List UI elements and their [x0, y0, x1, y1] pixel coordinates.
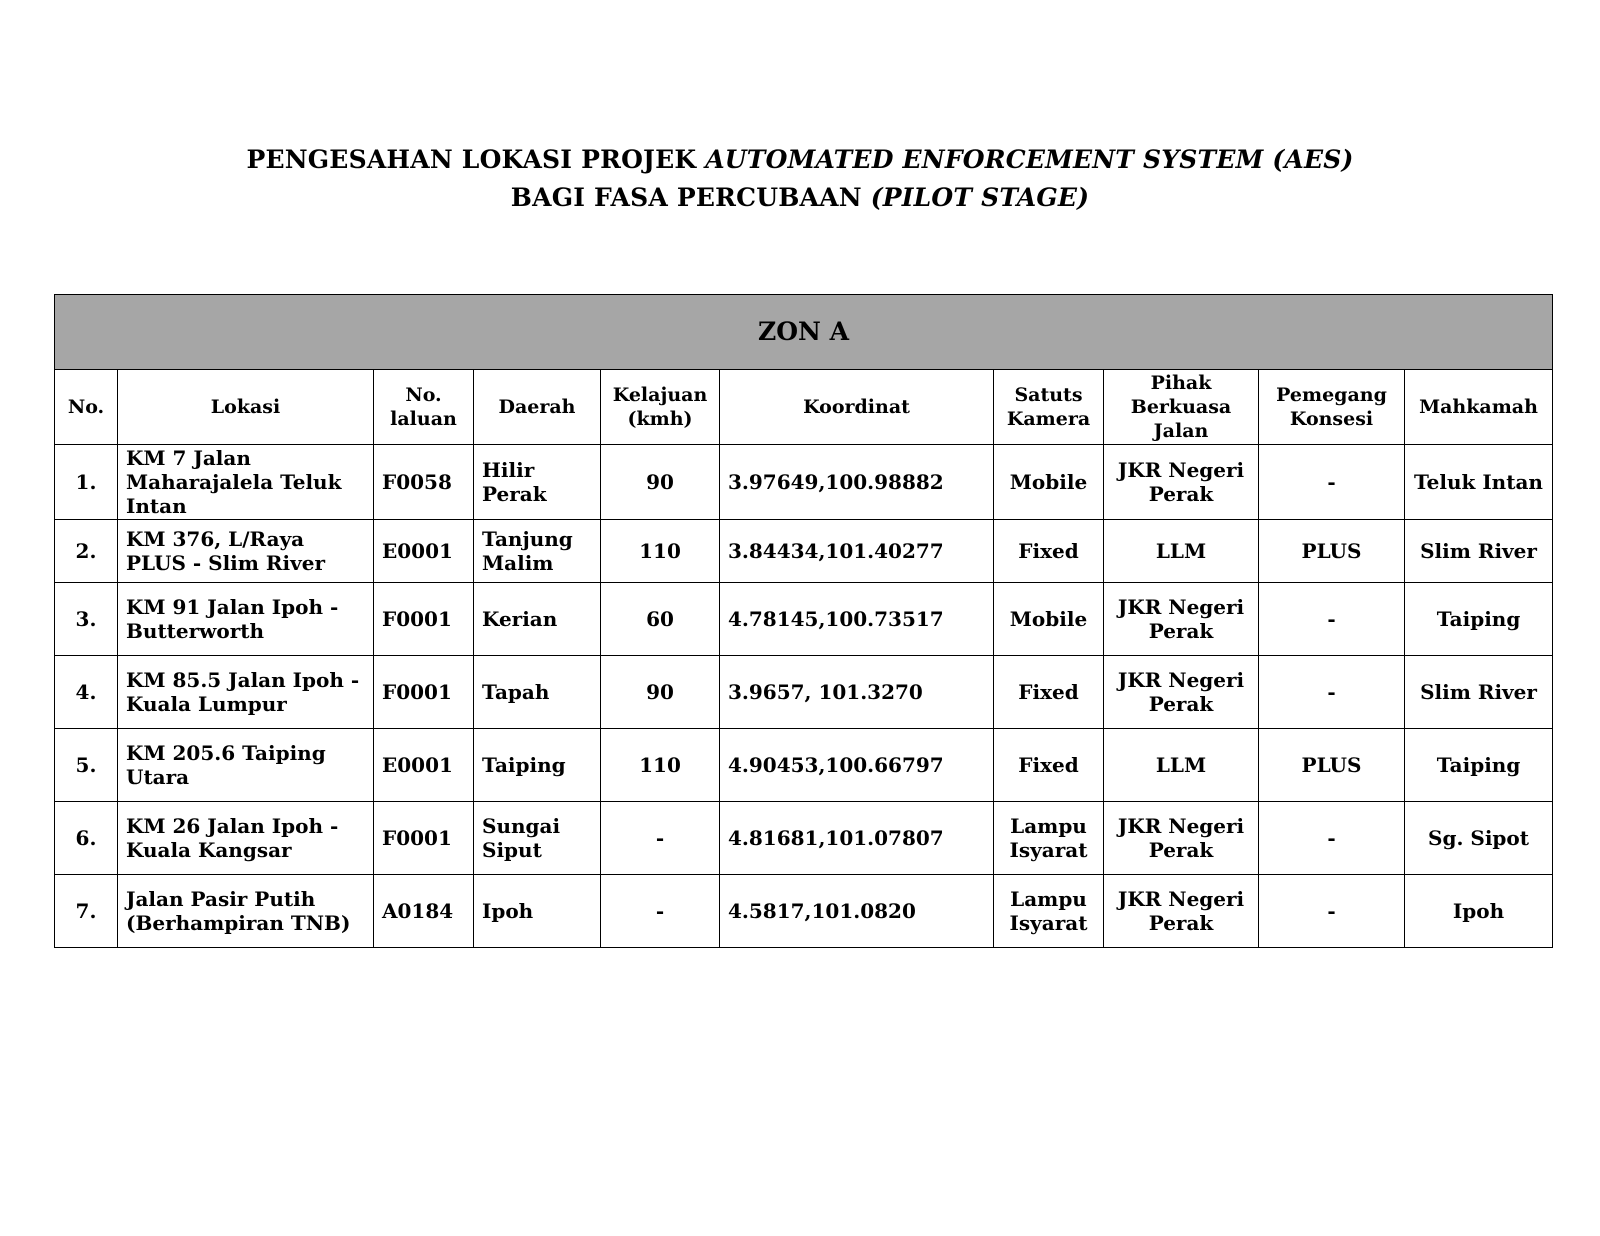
cell-pihak: LLM [1104, 729, 1259, 802]
header-lokasi: Lokasi [118, 370, 374, 445]
header-pemegang-konsesi: Pemegang Konsesi [1259, 370, 1405, 445]
table-row [55, 656, 1553, 729]
header-no-laluan: No. laluan [374, 370, 474, 445]
cell-kamera: Lampu Isyarat [994, 875, 1104, 948]
cell-daerah: Hilir Perak [474, 445, 601, 520]
cell-kelajuan: - [601, 875, 720, 948]
cell-no: 3. [55, 583, 118, 656]
cell-kelajuan: 60 [601, 583, 720, 656]
cell-konsesi: - [1259, 656, 1405, 729]
table-row [55, 802, 1553, 875]
cell-mahkamah: Slim River [1405, 656, 1553, 729]
cell-no: 6. [55, 802, 118, 875]
cell-kelajuan: 90 [601, 445, 720, 520]
zone-a-table [54, 294, 1553, 948]
cell-lokasi: KM 7 Jalan Maharajalela Teluk Intan [118, 445, 374, 520]
cell-lokasi: KM 85.5 Jalan Ipoh - Kuala Lumpur [118, 656, 374, 729]
cell-pihak: JKR Negeri Perak [1104, 875, 1259, 948]
cell-koordinat: 3.9657, 101.3270 [720, 656, 994, 729]
cell-kamera: Fixed [994, 729, 1104, 802]
cell-no: 1. [55, 445, 118, 520]
cell-mahkamah: Taiping [1405, 583, 1553, 656]
title-line-2-text: BAGI FASA PERCUBAAN [510, 183, 871, 212]
column-header-row [55, 370, 1553, 445]
cell-kamera: Fixed [994, 520, 1104, 583]
cell-kelajuan: 90 [601, 656, 720, 729]
cell-pihak: JKR Negeri Perak [1104, 802, 1259, 875]
cell-laluan: F0001 [374, 802, 474, 875]
cell-konsesi: PLUS [1259, 520, 1405, 583]
cell-pihak: JKR Negeri Perak [1104, 583, 1259, 656]
title-line-1-text: PENGESAHAN LOKASI PROJEK [246, 145, 706, 174]
cell-kamera: Mobile [994, 445, 1104, 520]
cell-koordinat: 4.5817,101.0820 [720, 875, 994, 948]
cell-koordinat: 4.78145,100.73517 [720, 583, 994, 656]
table-row [55, 445, 1553, 520]
cell-daerah: Kerian [474, 583, 601, 656]
cell-daerah: Tanjung Malim [474, 520, 601, 583]
cell-kelajuan: - [601, 802, 720, 875]
cell-daerah: Ipoh [474, 875, 601, 948]
cell-konsesi: - [1259, 583, 1405, 656]
cell-koordinat: 4.90453,100.66797 [720, 729, 994, 802]
cell-pihak: JKR Negeri Perak [1104, 445, 1259, 520]
cell-mahkamah: Teluk Intan [1405, 445, 1553, 520]
cell-konsesi: - [1259, 802, 1405, 875]
title-line-2-italic: (PILOT STAGE) [870, 183, 1090, 212]
cell-daerah: Tapah [474, 656, 601, 729]
cell-konsesi: - [1259, 445, 1405, 520]
cell-koordinat: 3.84434,101.40277 [720, 520, 994, 583]
table-row [55, 520, 1553, 583]
table-row [55, 875, 1553, 948]
header-kelajuan: Kelajuan (kmh) [601, 370, 720, 445]
header-mahkamah: Mahkamah [1405, 370, 1553, 445]
cell-laluan: F0058 [374, 445, 474, 520]
cell-koordinat: 4.81681,101.07807 [720, 802, 994, 875]
header-pihak-berkuasa: Pihak Berkuasa Jalan [1104, 370, 1259, 445]
header-daerah: Daerah [474, 370, 601, 445]
cell-lokasi: KM 91 Jalan Ipoh - Butterworth [118, 583, 374, 656]
cell-no: 4. [55, 656, 118, 729]
zone-label: ZON A [55, 295, 1553, 370]
cell-kelajuan: 110 [601, 520, 720, 583]
cell-mahkamah: Ipoh [1405, 875, 1553, 948]
cell-laluan: F0001 [374, 656, 474, 729]
header-no: No. [55, 370, 118, 445]
cell-daerah: Sungai Siput [474, 802, 601, 875]
cell-lokasi: KM 26 Jalan Ipoh - Kuala Kangsar [118, 802, 374, 875]
cell-no: 5. [55, 729, 118, 802]
header-status-kamera: Satuts Kamera [994, 370, 1104, 445]
header-koordinat: Koordinat [720, 370, 994, 445]
table-row [55, 583, 1553, 656]
cell-konsesi: - [1259, 875, 1405, 948]
cell-laluan: F0001 [374, 583, 474, 656]
zone-header-row [55, 295, 1553, 370]
cell-pihak: LLM [1104, 520, 1259, 583]
cell-lokasi: Jalan Pasir Putih (Berhampiran TNB) [118, 875, 374, 948]
cell-no: 7. [55, 875, 118, 948]
cell-kamera: Fixed [994, 656, 1104, 729]
cell-kelajuan: 110 [601, 729, 720, 802]
document-title-line-2 [0, 183, 1600, 212]
cell-pihak: JKR Negeri Perak [1104, 656, 1259, 729]
cell-kamera: Lampu Isyarat [994, 802, 1104, 875]
cell-no: 2. [55, 520, 118, 583]
cell-koordinat: 3.97649,100.98882 [720, 445, 994, 520]
document-title-line-1 [0, 145, 1600, 174]
cell-lokasi: KM 376, L/Raya PLUS - Slim River [118, 520, 374, 583]
cell-kamera: Mobile [994, 583, 1104, 656]
cell-mahkamah: Sg. Sipot [1405, 802, 1553, 875]
cell-daerah: Taiping [474, 729, 601, 802]
cell-laluan: E0001 [374, 520, 474, 583]
cell-konsesi: PLUS [1259, 729, 1405, 802]
table-row [55, 729, 1553, 802]
cell-mahkamah: Taiping [1405, 729, 1553, 802]
cell-mahkamah: Slim River [1405, 520, 1553, 583]
cell-laluan: A0184 [374, 875, 474, 948]
cell-lokasi: KM 205.6 Taiping Utara [118, 729, 374, 802]
title-line-1-italic: AUTOMATED ENFORCEMENT SYSTEM (AES) [705, 145, 1354, 174]
cell-laluan: E0001 [374, 729, 474, 802]
